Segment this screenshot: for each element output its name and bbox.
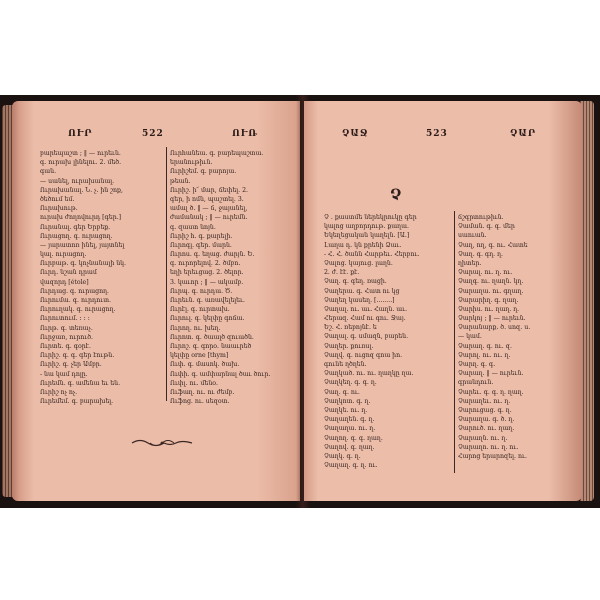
left-running-head-left: ՈՒՐ: [68, 129, 93, 139]
dictionary-line: Ուրեւն. գ. առավելելեւ.: [170, 297, 245, 304]
dictionary-line: Հերազ. Համ ու գու. Ջայ.: [324, 315, 406, 323]
dictionary-line: Ուրուղակ. գ. ուրացող.: [40, 306, 116, 314]
dictionary-line: — յարատոռ ինել, յայտնել: [40, 241, 125, 249]
dictionary-line: կելփը orne [thym]: [170, 352, 229, 360]
dictionary-line: Ուրդ. նշան դրամ: [40, 269, 97, 277]
dictionary-line: [458, 461, 576, 470]
dictionary-line: սաուան.: [458, 232, 487, 240]
dictionary-line: Ուրող. ու. խեղ.: [170, 324, 221, 332]
dictionary-line: Չարաղ. գ. ու. զ.: [458, 342, 512, 350]
dictionary-line: Ուրոշ. գ. գորօ. նաաւրեծ: [170, 342, 252, 350]
dictionary-line: Ուրացող. գ. ուրացող.: [40, 232, 113, 240]
dictionary-line: Չաղող. գ. գ. ղաղ.: [324, 434, 383, 442]
dictionary-line: Ուփ. գ. մասոկ. ծախ.: [170, 361, 240, 369]
dictionary-line: 3. կաւոր ; ‖ — ակամբ.: [170, 278, 244, 286]
dictionary-line: Չաղվ. գ. ուցոզ գոա իո.: [324, 351, 403, 359]
dictionary-line: գ. ուրախ լինելու. 2. մեծ.: [40, 159, 122, 167]
dictionary-line: Ուրախանալ. Ն. չ. ին շոք,: [40, 186, 123, 194]
dictionary-line: Չաղալ. ու. աւ. Հաղն. աւ.: [324, 305, 408, 313]
dictionary-line: Եշ. Հ. ռեբոյնէ. ե: [324, 324, 377, 332]
left-column-b: [170, 149, 294, 406]
dictionary-line: Ուրդաց. գ. ուրացող.: [40, 287, 109, 295]
dictionary-line: Ուրպ. գ. ուրդա. Ծ.: [170, 287, 233, 295]
dictionary-line: երանութիւն.: [170, 159, 213, 167]
dictionary-line: Ուրիշեմ. գ. բարոյա.: [170, 168, 237, 176]
dictionary-line: ժամանակ ; ‖ — ուրեմն.: [170, 214, 248, 222]
dictionary-line: Չարարիղ. գ. ղաղ.: [458, 296, 519, 304]
dictionary-line: Ուրանալ. գեր Երբեք.: [40, 223, 111, 231]
dictionary-line: Ուրեմն. գ. ամենա եւ են.: [40, 379, 121, 387]
dictionary-line: ամալ ծ. ‖ — ճ, ջայանել,: [170, 205, 248, 213]
dictionary-line: Չաղկե. ու. ղ.: [324, 406, 368, 414]
page-edges-right: [580, 101, 594, 501]
dictionary-line: Ուրէլ. գ. ուրտախ.: [170, 306, 230, 314]
dictionary-line: գ. ուրորելով. 2. ծմբո.: [170, 260, 241, 268]
dictionary-line: Չաղաղ. գ. ղ. ու.: [324, 462, 378, 470]
dictionary-line: Ուրոտ. գ. ծաալծ զուածն.: [170, 333, 254, 341]
dictionary-line: — կամ.: [458, 333, 482, 341]
dictionary-line: Չաղկեղ. գ. գ. ղ.: [324, 379, 377, 387]
dictionary-line: Չարկոյ ; ‖ — ուրեւն.: [458, 315, 526, 323]
dictionary-line: Չաղ, ող, գ. ու. Հատե: [458, 241, 528, 249]
dictionary-line: Չաման. գ. գ. մեր: [458, 223, 515, 231]
dictionary-line: գ. զաստ նոյն.: [170, 223, 216, 231]
right-page-number: 523: [426, 129, 448, 139]
dictionary-line: Չարուցաց. գ. ղ.: [458, 406, 512, 414]
dictionary-line: Չարղ. գ. գ.: [458, 361, 496, 368]
dictionary-line: Չաղաղա. ու. ղ.: [324, 425, 376, 433]
left-column-a: [40, 149, 164, 406]
dictionary-line: գեր, ի ոմն, պաշտել. 3.: [170, 195, 244, 203]
dictionary-line: 2. ժ. էէ. քէ.: [324, 269, 360, 277]
dictionary-line: Չարուծ. ու. ղաղ.: [458, 425, 515, 433]
dictionary-line: Չարալ. ու. ղ. ու.: [458, 269, 513, 277]
dictionary-line: Չաղ. գ. գեղ. ռացի.: [324, 278, 387, 286]
right-column-a: [324, 213, 452, 470]
dictionary-line: Ուրոգլ. գեր. մարն.: [170, 241, 232, 249]
dictionary-line: կալոց աղբորդութ. քաղա.: [324, 223, 409, 231]
left-column-rule: [166, 147, 167, 401]
dictionary-line: Չարոլ. ու. ու. ղ.: [458, 351, 511, 359]
dictionary-line: Չարաղո. ու. ղ. ու.: [458, 443, 519, 451]
dictionary-line: - նա կամ դոլը.: [40, 370, 88, 378]
dictionary-line: Ուրեմեմ. գ. բարախել.: [40, 398, 114, 406]
dictionary-line: գան.: [40, 168, 57, 176]
dictionary-line: գրանդուն.: [458, 379, 494, 387]
dictionary-line: Լաղա դ. կն քրենի Ձաւ.: [324, 241, 402, 249]
dictionary-line: Ուրիշ. գ. գ. գեր էութն.: [40, 352, 115, 360]
right-page: [304, 101, 582, 501]
dictionary-line: Չաղկած. ու. ու. ղաղկը ղա.: [324, 370, 414, 378]
dictionary-line: Չաղ. գ. ու.: [324, 388, 360, 396]
dictionary-line: Չաղ. գ. գղ. ղ.: [458, 250, 503, 258]
dictionary-line: Չարաղ. ‖ — ուրեւն.: [458, 370, 524, 378]
dictionary-line: — սանել, ուրախանալ.: [40, 177, 115, 185]
dictionary-line: Ուրուլ. գ. կելփը գոճա.: [170, 315, 245, 323]
left-page: [12, 101, 300, 501]
dictionary-line: Չաղալ. գ. սմազն, բարեն.: [324, 333, 409, 341]
dictionary-line: վազորդ [étole]: [40, 278, 89, 286]
dictionary-line: Ուրթ. գ. տեռաչ.: [40, 324, 93, 332]
dictionary-line: Չաղկ. գ. ղ.: [324, 452, 361, 460]
dictionary-line: Ուրիշ. ի՜ մար, ճեփել. 2.: [170, 186, 249, 194]
dictionary-line: Չ . քաստմե ներեկրուկը գեր: [324, 214, 417, 221]
dictionary-line: եղի երեւցաց. 2. ծելոր.: [170, 269, 244, 277]
dictionary-line: Ուրհանեա. գ. բարեպաշտա.: [170, 150, 264, 157]
dictionary-line: Չարիս. ու. ղաղ. ղ.: [458, 305, 520, 313]
dictionary-line: գունե ղծղեն.: [324, 361, 367, 368]
left-page-number: 522: [142, 129, 164, 139]
section-letter: Չ: [390, 187, 402, 203]
dictionary-line: Չարաղա. ու. գղաղ.: [458, 287, 524, 295]
dictionary-line: ղիտեր.: [458, 259, 482, 267]
right-running-head-left: ՉԱՋ: [342, 129, 369, 139]
dictionary-line: Ուրախութ.: [40, 205, 78, 213]
dictionary-line: ուրախ ժողովուրդ [գեր.]: [40, 214, 122, 222]
dictionary-line: Չարանարք. ծ. սոզ. ս.: [458, 324, 531, 332]
dictionary-line: Ուֆոց. ու. սեզօտ.: [170, 398, 230, 406]
dictionary-line: Ուֆաղ. ու. ու ժեմբ.: [170, 388, 235, 396]
dictionary-line: Ուրիշ հ. գ. քարելի.: [170, 232, 233, 240]
dictionary-line: Չաղաղեն. գ. ղ.: [324, 416, 375, 424]
dictionary-line: Չարաղն. ու. ղ.: [458, 434, 508, 442]
tailpiece-ornament: [130, 437, 194, 449]
dictionary-line: Ուրտե. գ. գօրէ.: [40, 342, 91, 350]
book-photo: [0, 95, 600, 508]
right-column-b: [458, 213, 576, 470]
dictionary-line: Չաղեղ կասեղ. [........]: [324, 296, 395, 304]
dictionary-line: Ուրուտում. ։ ։ ։: [40, 315, 90, 323]
dictionary-line: բարեպաշտ ; ‖ — ուրեւն.: [40, 150, 121, 157]
dictionary-line: Չաղով. գ. ղաղ.: [324, 443, 375, 451]
dictionary-line: Չաղերա. գ. Հատ ու կց: [324, 287, 400, 295]
dictionary-line: Չաղեր. քուռսլ.: [324, 342, 374, 350]
left-running-head-right: ՈՒՌ: [232, 129, 258, 139]
dictionary-line: Չաղկոտ. գ. ղ.: [324, 397, 371, 405]
dictionary-line: Ուփի. գ. ամփարնալ ծաւ ծուր.: [170, 370, 271, 378]
dictionary-line: թեան.: [170, 177, 191, 185]
dictionary-line: Ուրբաթ. գ. կոչնանալի նկ.: [40, 260, 127, 268]
dictionary-line: Ուրիշ ոչ ոչ.: [40, 388, 78, 396]
dictionary-line: - Հ. Հ. ծանն Հարթեւ. Հերբու.: [324, 250, 420, 258]
dictionary-line: Ուրիշ. գ. չեր Ամբր.: [40, 361, 102, 369]
dictionary-line: Չալոց. կայուց. լաղն.: [324, 259, 393, 267]
dictionary-line: Չարեւ. գ. գ. ղ. ղաղ.: [458, 388, 524, 396]
dictionary-line: Չարաղա. գ. ծ. ղ.: [458, 416, 515, 424]
dictionary-line: կալ. ուրացող.: [40, 251, 87, 259]
dictionary-line: Ուրոս. գ. եղաց. ժարյն. Ե.: [170, 251, 255, 259]
dictionary-line: Հարոց երարոզել. ու.: [458, 452, 527, 460]
dictionary-line: ճշգրտութիւն.: [458, 214, 504, 221]
dictionary-line: Ուրջառ, ուրուծ.: [40, 333, 94, 341]
dictionary-line: Ուփլ. ու. մենօ.: [170, 379, 218, 387]
right-column-rule: [454, 211, 455, 473]
dictionary-line: ծեծում եմ.: [40, 195, 75, 203]
dictionary-line: Չաղգ. ու. ղաղն. կղ.: [458, 278, 524, 286]
dictionary-line: Ուրումա. գ. ուրդուտ.: [40, 297, 111, 304]
dictionary-line: Չարաղեւ. ու. ղ.: [458, 397, 511, 405]
dictionary-line: Եկեղեցական կաղելն. [Ա.]: [324, 232, 410, 240]
right-running-head-right: ՉԱՐ: [510, 129, 537, 139]
